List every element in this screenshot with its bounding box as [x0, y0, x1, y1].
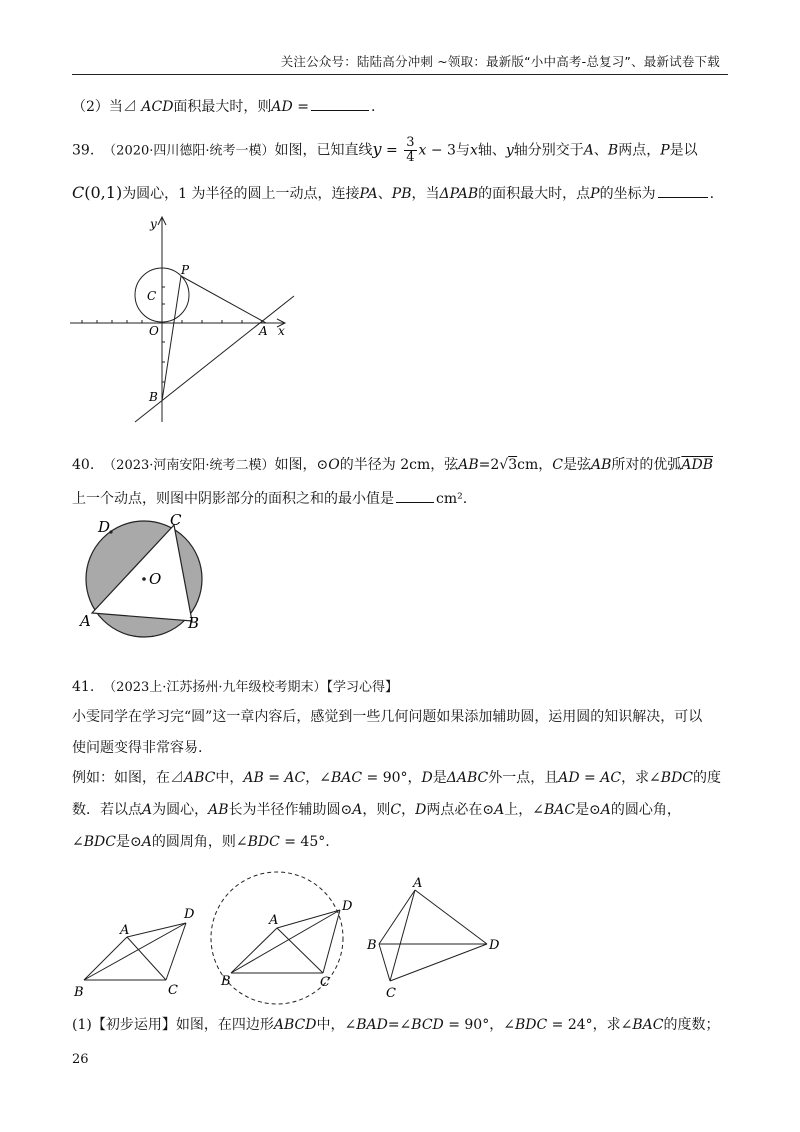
label-A: A — [259, 324, 268, 338]
q40-line1: 40. （2023·河南安阳·统考二模）如图，⊙O的半径为 2cm，弦AB=2√3cm，C是弦AB所对的优弧$\overline{ADB}$ — [72, 457, 713, 473]
q39-figure — [70, 212, 310, 427]
q41-example-line1: 例如：如图，在⊿ABC中，AB = AC，∠BAC = 90°，D是ΔABC外一点，且AD = AC，求∠BDC的度 — [72, 770, 722, 786]
q40-figure — [78, 510, 218, 640]
label-D: D — [489, 938, 500, 953]
label-A: A — [120, 923, 130, 938]
label-y: y — [150, 217, 157, 231]
q41-p1b: 使问题变得非常容易. — [72, 740, 203, 756]
label-D: D — [184, 907, 195, 922]
answer-blank[interactable] — [396, 501, 434, 503]
q39-line1: 39. （2020·四川德阳·统考一模）如图，已知直线y = $\frac{3}{4}$ x − 3与x轴、y轴分别交于A、B两点，P是以 — [72, 135, 698, 165]
q41-heading: 41. （2023上·江苏扬州·九年级校考期末）【学习心得】 — [72, 679, 399, 695]
label-B: B — [74, 985, 84, 1000]
q40-line2: 上一个动点，则图中阴影部分的面积之和的最小值是 cm². — [72, 491, 468, 507]
label-x: x — [278, 324, 285, 338]
q41-figure-3 — [366, 876, 500, 1001]
q39-line2: C(0,1)为圆心，1 为半径的圆上一动点，连接PA、PB，当ΔPAB的面积最大时，点P的坐标为 . — [72, 183, 715, 202]
label-D: D — [98, 518, 111, 536]
label-B: B — [221, 974, 231, 989]
q41-figures — [70, 870, 510, 1005]
label-B: B — [188, 614, 200, 632]
label-C: C — [320, 975, 330, 990]
answer-blank[interactable] — [311, 109, 369, 111]
label-C: C — [147, 289, 157, 303]
label-C: C — [168, 983, 178, 998]
page-number: 26 — [72, 1052, 89, 1067]
label-B: B — [149, 390, 158, 404]
q41-example-line3: ∠BDC是⊙A的圆周角，则∠BDC = 45°. — [72, 834, 330, 850]
label-A: A — [80, 612, 91, 630]
label-A: A — [269, 913, 279, 928]
label-P: P — [181, 263, 190, 277]
label-B: B — [367, 938, 377, 953]
page-header: 关注公众号：陆陆高分冲刺 ~领取：最新版“小中高考-总复习”、最新试卷下载 — [280, 54, 720, 69]
label-D: D — [342, 899, 353, 914]
label-C: C — [386, 986, 396, 1001]
header-rule — [72, 74, 728, 75]
q41-figure-1 — [73, 907, 195, 1000]
answer-blank[interactable] — [658, 196, 708, 198]
label-O: O — [149, 570, 162, 588]
fraction: $\frac{3}{4}$ — [406, 135, 415, 165]
q41-figure-2 — [211, 872, 353, 1004]
label-C: C — [170, 511, 182, 529]
q38-part2: （2）当⊿ ACD面积最大时，则AD = . — [72, 99, 376, 115]
q41-example-line2: 数．若以点A为圆心，AB长为半径作辅助圆⊙A，则C，D两点必在⊙A上，∠BAC是⊙A的圆心角， — [72, 802, 681, 818]
label-O: O — [149, 324, 159, 338]
q41-p1a: 小雯同学在学习完“圆”这一章内容后，感觉到一些几何问题如果添加辅助圆，运用圆的知识解决，可以 — [72, 709, 703, 725]
q41-part1: (1)【初步运用】如图，在四边形ABCD中，∠BAD=∠BCD = 90°，∠BDC = 24°，求∠BAC的度数； — [72, 1017, 720, 1033]
label-A: A — [413, 876, 423, 891]
